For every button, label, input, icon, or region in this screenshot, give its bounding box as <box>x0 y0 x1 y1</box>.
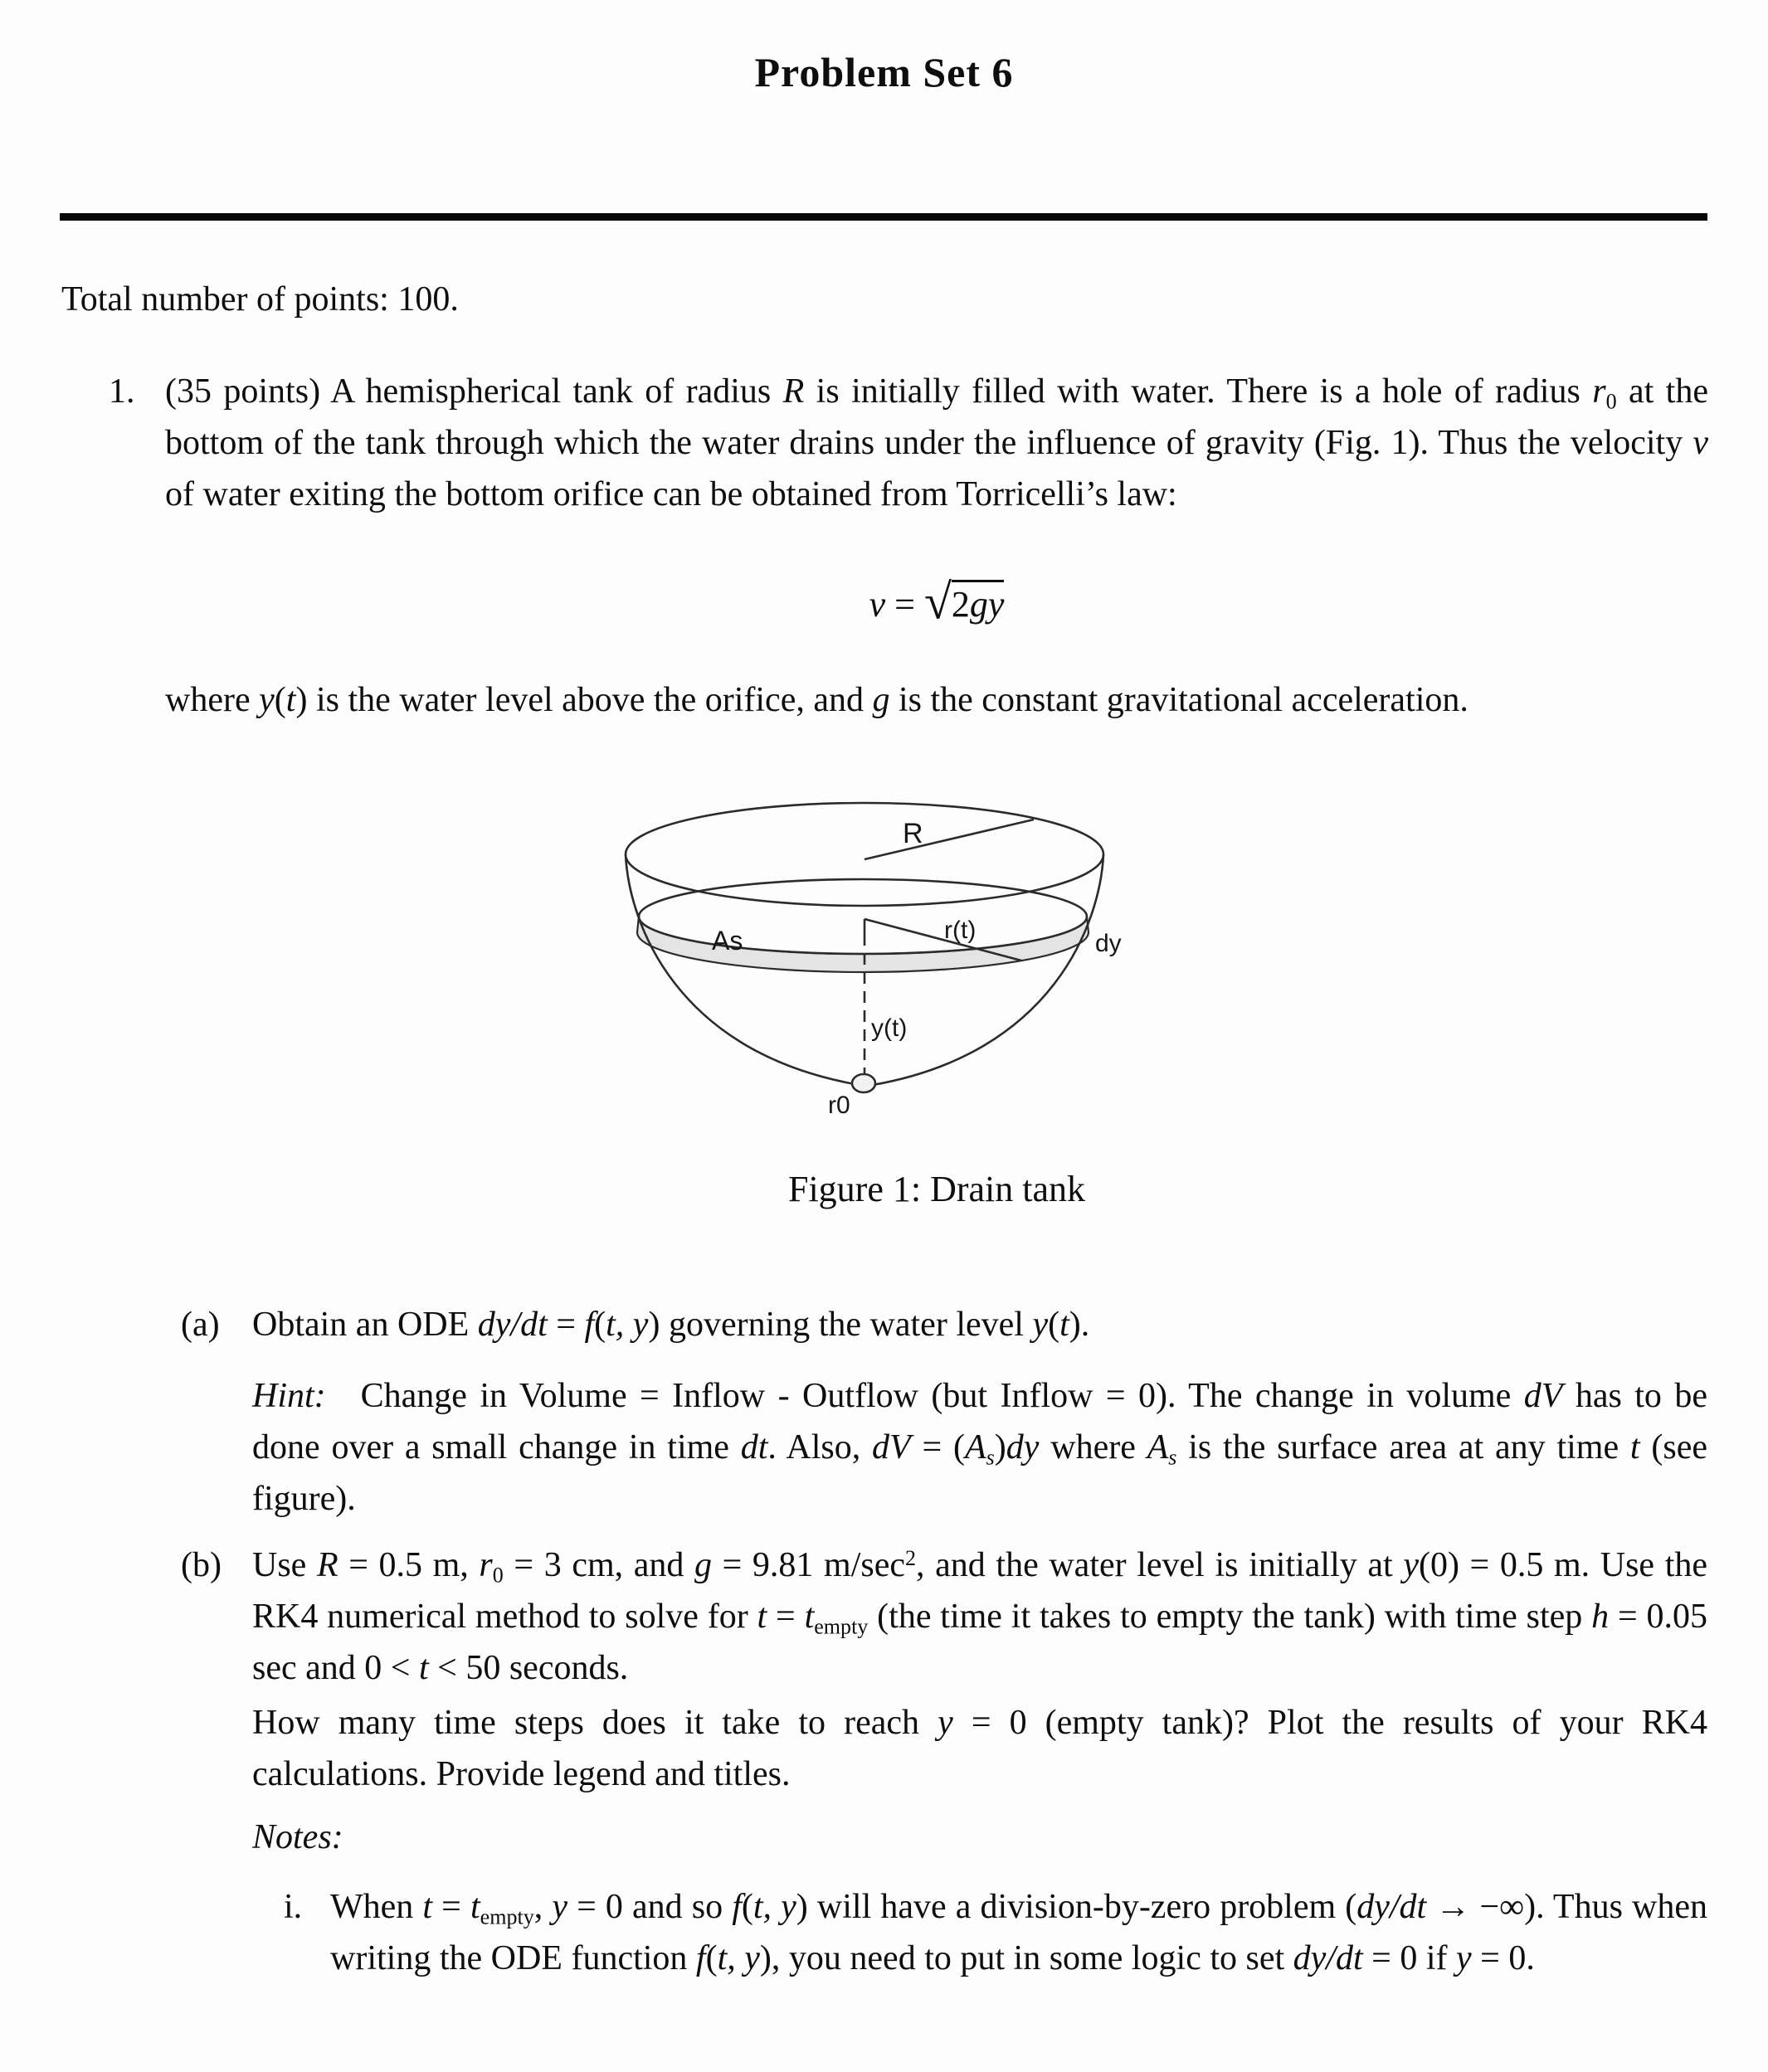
figure-label-r0: r0 <box>828 1092 850 1119</box>
figure-label-rt: r(t) <box>944 917 977 944</box>
figure-label-yt: y(t) <box>871 1014 908 1042</box>
part-a-text: Obtain an ODE dy/dt = f(t, y) governing the water level y(t). <box>252 1306 1090 1344</box>
radius-R-line <box>865 820 1034 859</box>
note-i-label: i. <box>284 1888 303 1926</box>
problem-1-number: 1. <box>109 372 135 411</box>
part-b-text: Use R = 0.5 m, $r_0 = 3$ cm, and g = 9.81 $m/\sec^2$, and the water level is initially at y(0) = 0.5 m. Use the RK4 numerical method to solve for $t = t_{empty}$ (the time it takes to empty the tank) with time step h = 0.05 sec and 0 < t < 50 seconds. <box>252 1545 1708 1687</box>
total-points-line: Total number of points: 100. <box>61 280 459 319</box>
drain-tank-figure <box>581 795 1195 1125</box>
figure-label-dy: dy <box>1095 930 1122 957</box>
drain-hole <box>852 1074 875 1092</box>
water-surface-ellipse <box>639 879 1087 954</box>
part-b-label: (b) <box>181 1546 222 1584</box>
figure-label-As: As <box>712 926 743 956</box>
part-a-label: (a) <box>181 1306 220 1344</box>
part-a-hint-text: Hint: Change in Volume = Inflow - Outflow (but Inflow = 0). The change in volume dV has to be done over a small change in time dt. Also, dV = $(A_s)dy$ where $A_s$ is the surface area at any time t (see figure). <box>252 1377 1707 1518</box>
note-i-text: When $t = t_{empty}$, y = 0 and so f(t, y) will have a division-by-zero problem (dy/dt → −∞). Thus when writing the ODE function f(t, y), you need to put in some logic to set dy/dt = 0 if y = 0. <box>330 1888 1707 1977</box>
part-b-question-text: How many time steps does it take to reach y = 0 (empty tank)? Plot the results of your RK4 calculations. Provide legend and titles. <box>252 1704 1707 1793</box>
page-title: Problem Set 6 <box>754 49 1014 95</box>
torricelli-equation: v = √2gy <box>869 574 1005 630</box>
notes-heading: Notes: <box>252 1818 343 1856</box>
figure-label-R: R <box>903 818 923 849</box>
water-band-shape <box>637 917 1089 972</box>
equation-explanation-text: where y(t) is the water level above the orifice, and g is the constant gravitational acceleration. <box>165 681 1468 719</box>
problem-1-text: (35 points) A hemispherical tank of radius R is initially filled with water. There is a hole of radius $r_0$ at the bottom of the tank through which the water drains under the influence of gravity (Fig. 1). Thus the velocity v of water exiting the bottom orifice can be obtained from Torricelli’s law: <box>165 372 1708 513</box>
figure-caption: Figure 1: Drain tank <box>787 1169 1086 1209</box>
horizontal-rule <box>60 213 1707 221</box>
